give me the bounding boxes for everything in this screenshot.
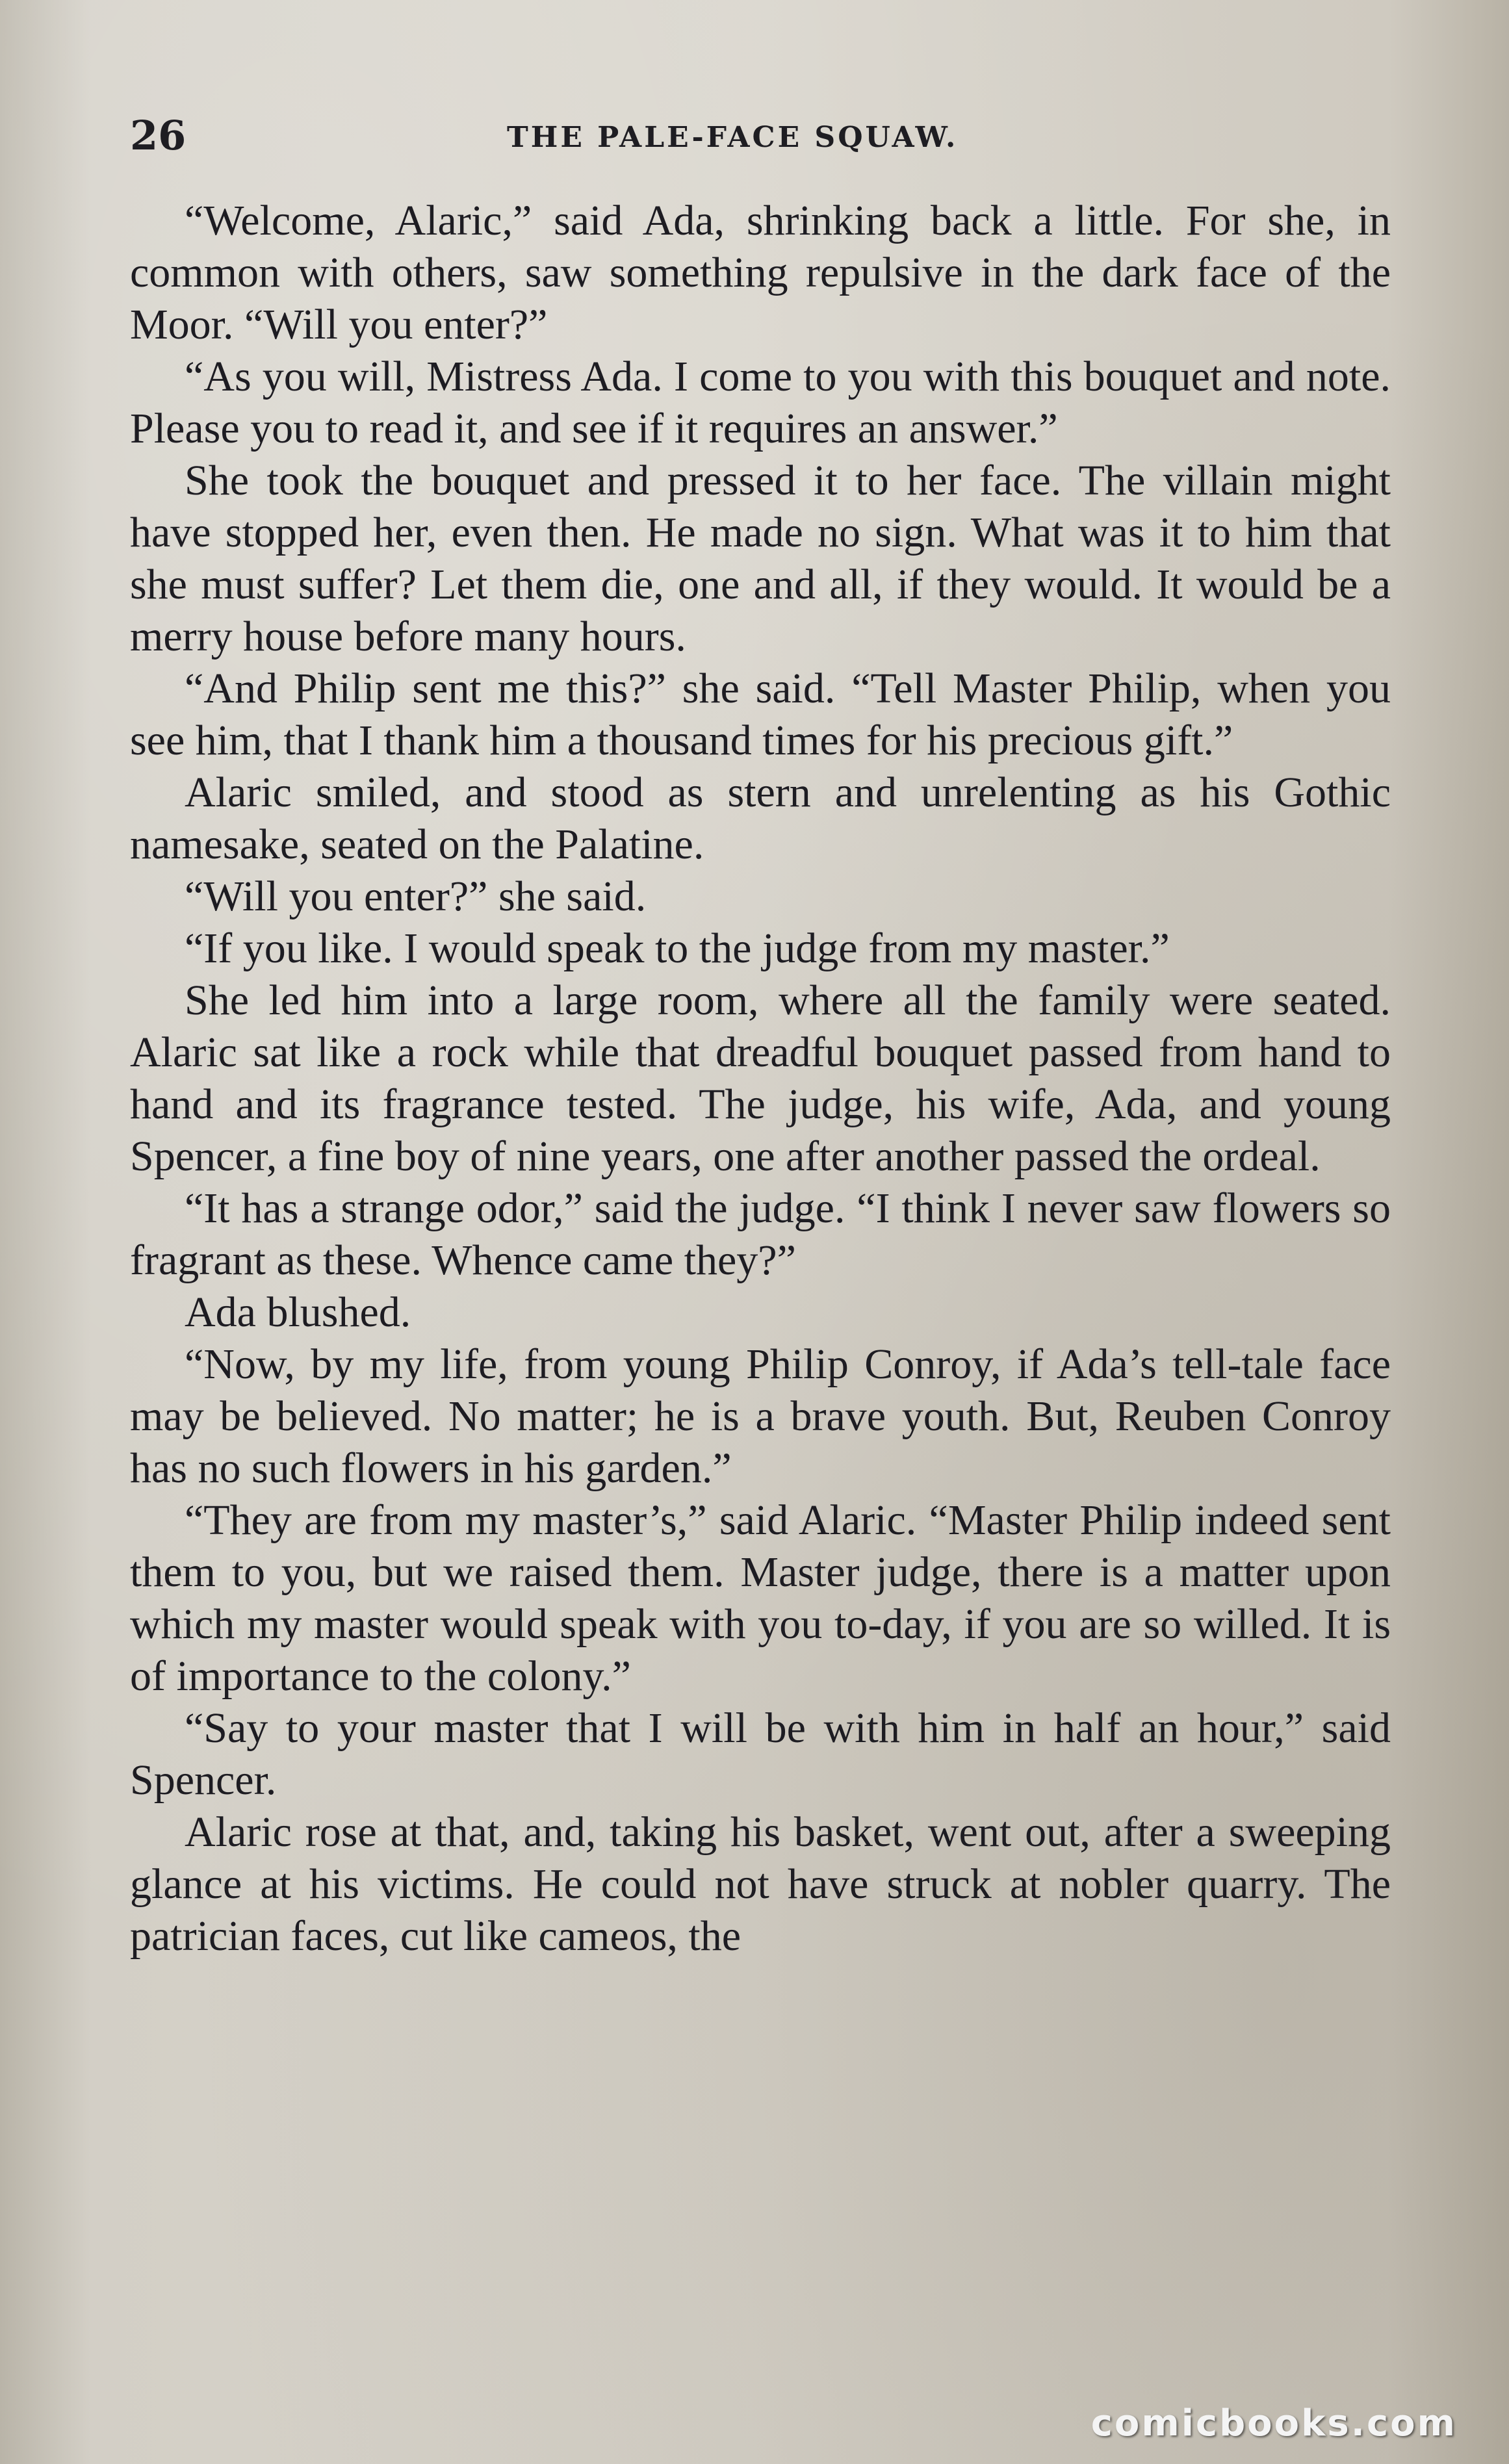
paragraph: “If you like. I would speak to the judge from my master.” [185, 925, 1170, 972]
page-number: 26 [130, 112, 187, 159]
paragraph: “And Philip sent me this?” she said. “Tell Master Philip, when you see him, that I thank him a thousand times for his precious gift.” [130, 665, 1391, 764]
page-header [130, 112, 1391, 164]
paragraph: “It has a strange odor,” said the judge. “I think I never saw flowers so fragrant as these. Whence came they?” [130, 1185, 1391, 1284]
paragraph: Ada blushed. [185, 1289, 411, 1336]
paragraph: “They are from my master’s,” said Alaric. “Master Philip indeed sent them to you, but we raised them. Master judge, there is a matter upon which my master would speak with you to-day, if you are so willed. It is of importance to the colony.” [130, 1496, 1391, 1700]
body-text [130, 195, 1391, 1962]
paragraph: “Say to your master that I will be with him in half an hour,” said Spencer. [130, 1704, 1391, 1804]
paragraph: “Welcome, Alaric,” said Ada, shrinking back a little. For she, in common with others, saw something repulsive in the dark face of the Moor. “Will you enter?” [130, 197, 1391, 348]
paragraph: She led him into a large room, where all the family were seated. Alaric sat like a rock while that dreadful bouquet passed from hand to hand and its fragrance tested. The judge, his wife, Ada, and young Spencer, a fine boy of nine years, one after another passed the ordeal. [130, 977, 1391, 1180]
running-title: THE PALE-FACE SQUAW. [507, 121, 959, 154]
paragraph: Alaric smiled, and stood as stern and unrelenting as his Gothic namesake, seated on the Palatine. [130, 769, 1391, 868]
paragraph: “As you will, Mistress Ada. I come to you with this bouquet and note. Please you to read it, and see if it requires an answer.” [130, 353, 1391, 452]
watermark: comicbooks.com [1090, 2402, 1457, 2445]
paragraph: “Now, by my life, from young Philip Conroy, if Ada’s tell-tale face may be believed. No matter; he is a brave youth. But, Reuben Conroy has no such flowers in his garden.” [130, 1341, 1391, 1492]
paragraph: She took the bouquet and pressed it to her face. The villain might have stopped her, even then. He made no sign. What was it to him that she must suffer? Let them die, one and all, if they would. It would be a merry house before many hours. [130, 457, 1391, 660]
paragraph: “Will you enter?” she said. [185, 873, 647, 920]
paragraph: Alaric rose at that, and, taking his basket, went out, after a sweeping glance at his victims. He could not have struck at nobler quarry. The patrician faces, cut like cameos, the [130, 1808, 1391, 1960]
